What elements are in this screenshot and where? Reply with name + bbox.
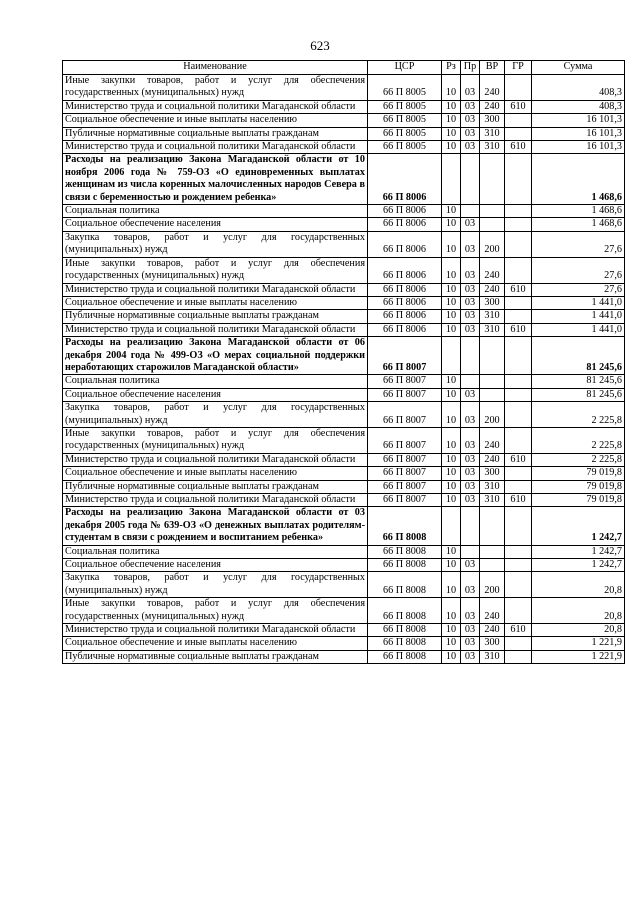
cell-csr: 66 П 8006 [368, 154, 442, 205]
table-row [63, 323, 625, 336]
cell-rz [442, 337, 461, 375]
cell-gr [505, 650, 532, 663]
cell-gr [505, 427, 532, 453]
table-row [63, 337, 625, 375]
cell-name: Социальная политика [63, 375, 368, 388]
table-row [63, 598, 625, 624]
cell-gr: 610 [505, 323, 532, 336]
cell-sum: 1 441,0 [532, 310, 625, 323]
cell-pr [461, 205, 480, 218]
cell-pr: 03 [461, 650, 480, 663]
cell-csr: 66 П 8007 [368, 467, 442, 480]
cell-name: Закупка товаров, работ и услуг для государственных (муниципальных) нужд [63, 572, 368, 598]
cell-csr: 66 П 8008 [368, 650, 442, 663]
cell-pr: 03 [461, 388, 480, 401]
cell-rz: 10 [442, 75, 461, 101]
cell-pr: 03 [461, 257, 480, 283]
cell-vr [480, 559, 505, 572]
cell-csr: 66 П 8006 [368, 231, 442, 257]
cell-rz: 10 [442, 114, 461, 127]
table-row [63, 427, 625, 453]
cell-name: Иные закупки товаров, работ и услуг для обеспечения государственных (муниципальных) нужд [63, 257, 368, 283]
cell-vr: 310 [480, 480, 505, 493]
cell-vr [480, 218, 505, 231]
cell-gr [505, 127, 532, 140]
cell-sum: 27,6 [532, 283, 625, 296]
cell-csr: 66 П 8008 [368, 545, 442, 558]
cell-vr: 200 [480, 572, 505, 598]
cell-vr: 240 [480, 453, 505, 466]
cell-pr: 03 [461, 480, 480, 493]
table-row [63, 257, 625, 283]
cell-rz: 10 [442, 283, 461, 296]
cell-pr: 03 [461, 637, 480, 650]
cell-rz: 10 [442, 572, 461, 598]
cell-name: Социальное обеспечение и иные выплаты населению [63, 467, 368, 480]
cell-csr: 66 П 8008 [368, 624, 442, 637]
cell-sum: 1 468,6 [532, 154, 625, 205]
table-row [63, 467, 625, 480]
cell-vr: 240 [480, 100, 505, 113]
table-row [63, 114, 625, 127]
cell-rz: 10 [442, 323, 461, 336]
cell-rz: 10 [442, 624, 461, 637]
header-rz: Рз [442, 61, 461, 75]
cell-vr: 300 [480, 637, 505, 650]
cell-gr [505, 507, 532, 545]
cell-csr: 66 П 8006 [368, 283, 442, 296]
cell-name: Министерство труда и социальной политики Магаданской области [63, 453, 368, 466]
table-row [63, 310, 625, 323]
cell-rz: 10 [442, 218, 461, 231]
cell-gr [505, 337, 532, 375]
cell-pr: 03 [461, 467, 480, 480]
cell-csr: 66 П 8008 [368, 598, 442, 624]
cell-gr: 610 [505, 624, 532, 637]
cell-pr: 03 [461, 624, 480, 637]
cell-gr [505, 559, 532, 572]
cell-name: Министерство труда и социальной политики Магаданской области [63, 141, 368, 154]
table-row [63, 283, 625, 296]
cell-gr [505, 257, 532, 283]
cell-pr: 03 [461, 283, 480, 296]
cell-pr: 03 [461, 141, 480, 154]
cell-csr: 66 П 8006 [368, 296, 442, 309]
cell-gr [505, 388, 532, 401]
cell-pr: 03 [461, 75, 480, 101]
cell-pr: 03 [461, 296, 480, 309]
cell-pr: 03 [461, 494, 480, 507]
cell-rz: 10 [442, 388, 461, 401]
header-sum: Сумма [532, 61, 625, 75]
cell-sum: 79 019,8 [532, 480, 625, 493]
cell-pr [461, 337, 480, 375]
cell-csr: 66 П 8007 [368, 388, 442, 401]
cell-sum: 2 225,8 [532, 402, 625, 428]
cell-gr [505, 114, 532, 127]
cell-sum: 79 019,8 [532, 494, 625, 507]
cell-csr: 66 П 8006 [368, 205, 442, 218]
cell-rz: 10 [442, 637, 461, 650]
table-row [63, 154, 625, 205]
header-name: Наименование [63, 61, 368, 75]
cell-csr: 66 П 8008 [368, 559, 442, 572]
cell-gr [505, 75, 532, 101]
cell-csr: 66 П 8005 [368, 141, 442, 154]
cell-name: Социальная политика [63, 545, 368, 558]
cell-csr: 66 П 8007 [368, 337, 442, 375]
cell-name: Социальное обеспечение населения [63, 559, 368, 572]
cell-vr: 240 [480, 283, 505, 296]
cell-pr: 03 [461, 127, 480, 140]
cell-sum: 408,3 [532, 75, 625, 101]
cell-vr: 240 [480, 624, 505, 637]
cell-gr [505, 572, 532, 598]
cell-rz: 10 [442, 205, 461, 218]
cell-vr: 310 [480, 650, 505, 663]
cell-sum: 1 441,0 [532, 323, 625, 336]
cell-rz [442, 507, 461, 545]
cell-csr: 66 П 8006 [368, 257, 442, 283]
cell-sum: 1 441,0 [532, 296, 625, 309]
cell-rz: 10 [442, 650, 461, 663]
table-row [63, 296, 625, 309]
cell-vr: 310 [480, 310, 505, 323]
cell-rz: 10 [442, 480, 461, 493]
cell-name: Публичные нормативные социальные выплаты гражданам [63, 127, 368, 140]
cell-rz: 10 [442, 141, 461, 154]
cell-name: Иные закупки товаров, работ и услуг для обеспечения государственных (муниципальных) нужд [63, 598, 368, 624]
cell-csr: 66 П 8007 [368, 480, 442, 493]
cell-vr: 240 [480, 75, 505, 101]
cell-name: Публичные нормативные социальные выплаты гражданам [63, 480, 368, 493]
table-row [63, 624, 625, 637]
cell-rz: 10 [442, 453, 461, 466]
table-row [63, 127, 625, 140]
cell-name: Социальное обеспечение населения [63, 388, 368, 401]
cell-gr [505, 218, 532, 231]
cell-csr: 66 П 8008 [368, 637, 442, 650]
cell-name: Министерство труда и социальной политики Магаданской области [63, 100, 368, 113]
cell-sum: 81 245,6 [532, 388, 625, 401]
cell-gr: 610 [505, 141, 532, 154]
cell-pr: 03 [461, 323, 480, 336]
table-row [63, 572, 625, 598]
cell-rz: 10 [442, 494, 461, 507]
table-row [63, 545, 625, 558]
cell-pr [461, 154, 480, 205]
cell-vr: 310 [480, 127, 505, 140]
cell-vr [480, 375, 505, 388]
cell-sum: 79 019,8 [532, 467, 625, 480]
cell-rz: 10 [442, 427, 461, 453]
cell-csr: 66 П 8005 [368, 127, 442, 140]
cell-gr [505, 375, 532, 388]
table-row [63, 402, 625, 428]
cell-vr [480, 205, 505, 218]
cell-vr [480, 337, 505, 375]
cell-sum: 1 242,7 [532, 507, 625, 545]
cell-sum: 27,6 [532, 231, 625, 257]
cell-name: Закупка товаров, работ и услуг для государственных (муниципальных) нужд [63, 402, 368, 428]
cell-rz: 10 [442, 559, 461, 572]
cell-vr [480, 154, 505, 205]
cell-pr: 03 [461, 572, 480, 598]
table-row [63, 388, 625, 401]
header-gr: ГР [505, 61, 532, 75]
table-row [63, 100, 625, 113]
cell-vr: 300 [480, 114, 505, 127]
cell-vr: 200 [480, 231, 505, 257]
cell-gr [505, 205, 532, 218]
cell-gr: 610 [505, 494, 532, 507]
cell-vr [480, 388, 505, 401]
cell-name: Закупка товаров, работ и услуг для государственных (муниципальных) нужд [63, 231, 368, 257]
table-row [63, 231, 625, 257]
cell-sum: 27,6 [532, 257, 625, 283]
cell-pr: 03 [461, 218, 480, 231]
table-header-row [63, 61, 625, 75]
cell-name: Расходы на реализацию Закона Магаданской области от 06 декабря 2004 года № 499-ОЗ «О мерах социальной поддержки неработающих старожилов Магаданской области» [63, 337, 368, 375]
cell-name: Министерство труда и социальной политики Магаданской области [63, 323, 368, 336]
cell-sum: 81 245,6 [532, 337, 625, 375]
cell-pr [461, 507, 480, 545]
cell-gr [505, 598, 532, 624]
cell-pr: 03 [461, 100, 480, 113]
table-row [63, 637, 625, 650]
table-row [63, 453, 625, 466]
cell-name: Социальное обеспечение и иные выплаты населению [63, 114, 368, 127]
cell-sum: 1 468,6 [532, 218, 625, 231]
cell-name: Министерство труда и социальной политики Магаданской области [63, 494, 368, 507]
table-row [63, 141, 625, 154]
cell-pr: 03 [461, 402, 480, 428]
cell-sum: 1 221,9 [532, 650, 625, 663]
cell-gr: 610 [505, 100, 532, 113]
cell-pr [461, 375, 480, 388]
cell-gr [505, 402, 532, 428]
cell-name: Иные закупки товаров, работ и услуг для обеспечения государственных (муниципальных) нужд [63, 427, 368, 453]
cell-rz: 10 [442, 231, 461, 257]
cell-sum: 20,8 [532, 624, 625, 637]
cell-vr: 240 [480, 257, 505, 283]
cell-rz: 10 [442, 310, 461, 323]
cell-pr: 03 [461, 598, 480, 624]
cell-pr: 03 [461, 453, 480, 466]
cell-pr: 03 [461, 114, 480, 127]
cell-csr: 66 П 8007 [368, 375, 442, 388]
cell-vr: 240 [480, 427, 505, 453]
cell-csr: 66 П 8006 [368, 310, 442, 323]
cell-gr [505, 637, 532, 650]
cell-csr: 66 П 8005 [368, 114, 442, 127]
header-pr: Пр [461, 61, 480, 75]
table-row [63, 559, 625, 572]
cell-sum: 1 468,6 [532, 205, 625, 218]
cell-vr: 310 [480, 323, 505, 336]
cell-sum: 2 225,8 [532, 453, 625, 466]
cell-pr: 03 [461, 559, 480, 572]
cell-pr: 03 [461, 427, 480, 453]
cell-rz: 10 [442, 257, 461, 283]
table-row [63, 75, 625, 101]
cell-pr: 03 [461, 310, 480, 323]
cell-name: Министерство труда и социальной политики Магаданской области [63, 624, 368, 637]
cell-name: Иные закупки товаров, работ и услуг для обеспечения государственных (муниципальных) нужд [63, 75, 368, 101]
cell-sum: 16 101,3 [532, 127, 625, 140]
table-row [63, 650, 625, 663]
cell-vr: 240 [480, 598, 505, 624]
cell-name: Расходы на реализацию Закона Магаданской области от 10 ноября 2006 года № 759-ОЗ «О единовременных выплатах женщинам из числа коренных малочисленных народов Севера в связи с беременностью и рождением ребенка» [63, 154, 368, 205]
cell-rz: 10 [442, 100, 461, 113]
cell-csr: 66 П 8007 [368, 402, 442, 428]
cell-vr: 310 [480, 141, 505, 154]
cell-csr: 66 П 8007 [368, 494, 442, 507]
cell-csr: 66 П 8008 [368, 507, 442, 545]
cell-gr [505, 296, 532, 309]
cell-rz: 10 [442, 598, 461, 624]
cell-csr: 66 П 8005 [368, 75, 442, 101]
cell-name: Публичные нормативные социальные выплаты гражданам [63, 650, 368, 663]
cell-sum: 81 245,6 [532, 375, 625, 388]
cell-name: Социальная политика [63, 205, 368, 218]
cell-name: Социальное обеспечение и иные выплаты населению [63, 637, 368, 650]
header-vr: ВР [480, 61, 505, 75]
cell-gr: 610 [505, 283, 532, 296]
cell-gr [505, 231, 532, 257]
cell-rz: 10 [442, 467, 461, 480]
header-csr: ЦСР [368, 61, 442, 75]
cell-csr: 66 П 8006 [368, 323, 442, 336]
cell-name: Публичные нормативные социальные выплаты гражданам [63, 310, 368, 323]
cell-gr [505, 467, 532, 480]
budget-table [62, 60, 625, 664]
cell-gr [505, 154, 532, 205]
cell-vr [480, 507, 505, 545]
cell-rz: 10 [442, 375, 461, 388]
cell-csr: 66 П 8007 [368, 427, 442, 453]
table-row [63, 218, 625, 231]
cell-sum: 16 101,3 [532, 114, 625, 127]
cell-vr: 200 [480, 402, 505, 428]
table-row [63, 480, 625, 493]
cell-gr [505, 545, 532, 558]
cell-name: Расходы на реализацию Закона Магаданской области от 03 декабря 2005 года № 639-ОЗ «О денежных выплатах родителям-студентам в связи с рождением и воспитанием ребенка» [63, 507, 368, 545]
cell-vr [480, 545, 505, 558]
cell-sum: 1 242,7 [532, 559, 625, 572]
cell-pr: 03 [461, 231, 480, 257]
cell-csr: 66 П 8007 [368, 453, 442, 466]
cell-csr: 66 П 8006 [368, 218, 442, 231]
cell-gr [505, 480, 532, 493]
cell-name: Социальное обеспечение и иные выплаты населению [63, 296, 368, 309]
cell-pr [461, 545, 480, 558]
cell-rz: 10 [442, 296, 461, 309]
table-row [63, 494, 625, 507]
cell-vr: 300 [480, 467, 505, 480]
cell-vr: 300 [480, 296, 505, 309]
cell-sum: 1 242,7 [532, 545, 625, 558]
cell-sum: 16 101,3 [532, 141, 625, 154]
cell-sum: 2 225,8 [532, 427, 625, 453]
cell-rz: 10 [442, 127, 461, 140]
cell-gr: 610 [505, 453, 532, 466]
cell-sum: 20,8 [532, 598, 625, 624]
cell-sum: 1 221,9 [532, 637, 625, 650]
table-row [63, 507, 625, 545]
cell-rz: 10 [442, 402, 461, 428]
cell-rz: 10 [442, 545, 461, 558]
cell-sum: 20,8 [532, 572, 625, 598]
table-row [63, 205, 625, 218]
cell-rz [442, 154, 461, 205]
cell-name: Социальное обеспечение населения [63, 218, 368, 231]
table-row [63, 375, 625, 388]
cell-gr [505, 310, 532, 323]
cell-csr: 66 П 8005 [368, 100, 442, 113]
cell-vr: 310 [480, 494, 505, 507]
cell-name: Министерство труда и социальной политики Магаданской области [63, 283, 368, 296]
cell-csr: 66 П 8008 [368, 572, 442, 598]
cell-sum: 408,3 [532, 100, 625, 113]
page-number: 623 [310, 38, 330, 53]
